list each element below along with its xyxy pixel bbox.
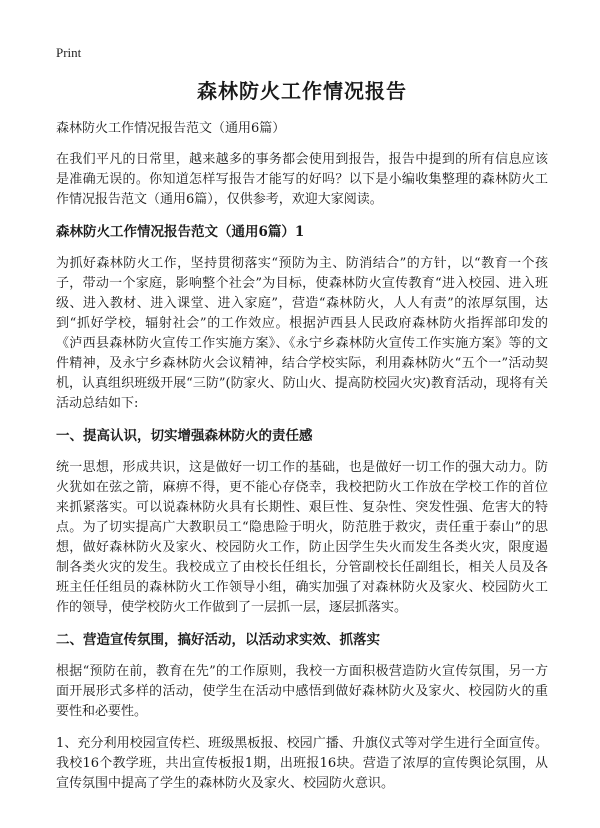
section2-paragraph: 根据“预防在前，教育在先”的工作原则，我校一方面积极营造防火宣传氛围，另一方面开展形式多样的活动，使学生在活动中感悟到做好森林防火及家火、校园防火的重要性和必要性。 <box>56 664 548 719</box>
section1-paragraph: 统一思想，形成共识，这是做好一切工作的基础，也是做好一切工作的强大动力。防火犹如在弦之箭，麻痹不得，更不能心存侥幸，我校把防火工作放在学校工作的首位来抓紧落实。可以说森林防火具有长期性、艰巨性、复杂性、突发性强、危害大的特点。为了切实提高广大教职员工“隐患险于明火，防范胜于救灾，责任重于泰山”的思想，做好森林防火及家火、校园防火工作，防止因学生失火而发生各类火灾，限度遏制各类火灾的发生。我校成立了由校长任组长，分管副校长任副组长，相关人员及各班主任任组员的森林防火工作领导小组，确实加强了对森林防火及家火、校园防火工作的领导，使学校防火工作做到了一层抓一层，逐层抓落实。 <box>56 460 548 615</box>
article-heading: 森林防火工作情况报告范文（通用6篇）1 <box>56 224 305 240</box>
intro-paragraph: 在我们平凡的日常里，越来越多的事务都会使用到报告，报告中提到的所有信息应该是准确无误的。你知道怎样写报告才能写的好吗？以下是小编收集整理的森林防火工作情况报告范文（通用6篇），仅供参考，欢迎大家阅读。 <box>56 152 548 207</box>
section1-heading: 一、提高认识，切实增强森林防火的责任感 <box>56 428 313 444</box>
article-paragraph: 为抓好森林防火工作，坚持贯彻落实“预防为主、防消结合”的方针，以“教育一个孩子，带动一个家庭，影响整个社会”为目标，使森林防火宣传教育“进入校园、进入班级、进入教材、进入课堂、进入家庭”，营造“森林防火，人人有责”的浓厚氛围，达到“抓好学校，辐射社会”的工作效应。根据泸西县人民政府森林防火指挥部印发的《泸西县森林防火宣传工作实施方案》、《永宁乡森林防火宣传工作实施方案》等的文件精神，及永宁乡森林防火会议精神，结合学校实际，利用森林防火“五个一”活动契机，认真组织班级开展“三防”(防家火、防山火、提高防校园火灾)教育活动，现将有关活动总结如下: <box>56 256 548 411</box>
section2-heading: 二、营造宣传氛围，搞好活动，以活动求实效、抓落实 <box>56 632 380 648</box>
section2-list-item: 1、充分利用校园宣传栏、班级黑板报、校园广播、升旗仪式等对学生进行全面宣传。我校16个教学班，共出宣传板报1期，出班报16块。营造了浓厚的宣传舆论氛围，从宣传氛围中提高了学生的森林防火及家火、校园防火意识。 <box>56 736 548 791</box>
print-link[interactable]: Print <box>56 45 82 60</box>
page-title: 森林防火工作情况报告 <box>197 79 407 103</box>
document-subtitle: 森林防火工作情况报告范文（通用6篇） <box>56 121 286 136</box>
